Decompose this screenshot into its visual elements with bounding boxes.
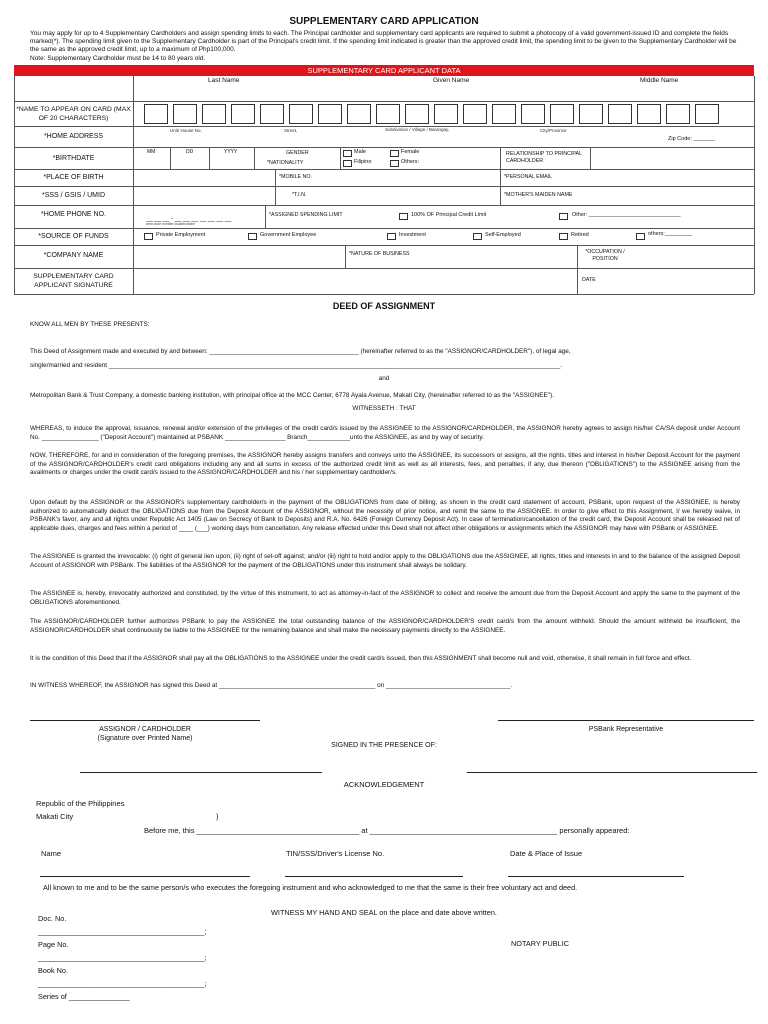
zip-code-field[interactable]: Zip Code: _______ [668, 136, 715, 142]
addr-subd-caption: Subdivision / Village / Barangay, [385, 127, 450, 132]
doc-no-field[interactable]: _________________________________________; [38, 927, 207, 936]
others-source-checkbox[interactable] [636, 233, 645, 240]
place-birth-label: *PLACE OF BIRTH [43, 174, 104, 181]
occupation-label: *OCCUPATION / POSITION [585, 249, 625, 262]
ack-date-place-label: Date & Place of Issue [510, 849, 583, 858]
company-label: *COMPANY NAME [43, 252, 104, 259]
page-no-label: Page No. [38, 940, 69, 949]
name-char-boxes[interactable] [144, 0, 754, 130]
private-employment-label: Private Employment [156, 232, 206, 238]
col-middle-name: Middle Name [640, 77, 679, 84]
full-limit-label: 100% OF Principal Credit Limit [411, 212, 487, 218]
book-no-field[interactable]: _________________________________________; [38, 979, 207, 988]
retired-label: Retired [571, 232, 589, 238]
ack-tin-label: TIN/SSS/Driver's License No. [286, 849, 385, 858]
self-employed-label: Self-Employed [485, 232, 521, 238]
assignor-signature-line[interactable] [30, 720, 260, 721]
mothers-maiden-label: *MOTHER'S MAIDEN NAME [504, 192, 573, 198]
yyyy-caption: YYYY [224, 149, 238, 155]
personal-email-label: *PERSONAL EMAIL [504, 174, 553, 180]
others-source-field[interactable]: others:_________ [648, 231, 693, 237]
intro-text: You may apply for up to 4 Supplementary Cardholders and assign spending limits to each. The Principal cardholder and supplementary card applicants are required to submit a photocopy of a valid government-issued ID and complete the fields marked(*). The spending limit given to the Supplementary Cardholder is part of the Principal's credit limit. If the spending limit indicated is greater than the approved credit limit, the spending limit to be given to the Supplementary Cardholder will be the same as the approved credit limit, up to a maximum of Php100,000. [30, 30, 737, 53]
assignor-sublabel: (Signature over Printed Name) [97, 735, 193, 742]
acknowledgement-title: ACKNOWLEDGEMENT [343, 780, 425, 789]
psbank-rep-label: PSBank Representative [588, 726, 664, 733]
deed-metrobank: Metropolitan Bank & Trust Company, a domestic banking institution, with principal office at the MCC Center, 6778 Ayala Avenue, Makati City, (hereinafter referred to as the "ASSIGNEE"). [30, 392, 554, 399]
addr-city-caption: City/Province [540, 128, 567, 133]
male-label: Male [354, 149, 366, 155]
other-limit-field[interactable]: Other: ______________________________ [572, 212, 681, 218]
witness-hand-text: WITNESS MY HAND AND SEAL on the place and date above written. [271, 908, 497, 917]
others-nationality-checkbox[interactable] [390, 160, 399, 167]
witness-whereof-line: IN WITNESS WHEREOF, the ASSIGNOR has signed this Deed at ____________________________________________ on ___________________________________. [30, 682, 513, 689]
col-last-name: Last Name [208, 77, 240, 84]
ack-known-text: All known to me and to be the same person/s who executes the foregoing instrument and who acknowledged to me that the same is their free voluntary act and deed. [43, 883, 578, 892]
assignor-label: ASSIGNOR / CARDHOLDER [99, 726, 191, 733]
spending-limit-label: *ASSIGNED SPENDING LIMIT [269, 212, 343, 218]
deed-made-line: This Deed of Assignment made and executed by and between: __________________________________________ (hereinafter referred to as the "ASSIGNOR/CARDHOLDER"), of legal age, [30, 348, 571, 355]
witness-1-line[interactable] [80, 772, 322, 773]
filipino-label: Filipino [354, 159, 372, 165]
mobile-label: *MOBILE NO. [279, 174, 312, 180]
republic-label: Republic of the Philippines [36, 799, 125, 808]
series-field[interactable]: Series of _______________ [38, 992, 130, 1001]
deed-paragraph-6: The ASSIGNOR/CARDHOLDER further authorizes PSBank to pay the ASSIGNEE the total outstanding balance of the ASSIGNOR/CARDHOLDER'S credit card/s from the amount withheld. Should the amount withheld be insufficient, the ASSIGNOR/CARDHOLDER shall continuously be liable to the ASSIGNEE for the remaining balance and shall make the necessary payments directly to the ASSIGNEE. [30, 618, 740, 634]
deed-and: and [378, 375, 390, 382]
gender-label: GENDER [286, 150, 309, 156]
self-employed-checkbox[interactable] [473, 233, 482, 240]
deed-paragraph-1: WHEREAS, to induce the approval, issuance, renewal and/or extension of the privileges of the credit card/s issued by the ASSIGNEE to the ASSIGNOR/CARDHOLDER, the ASSIGNOR hereby agrees to assign his/her CA/SA deposit under Account No. ________________ ("Deposit Account") maintained at PSBANK _________________ Branch____________unto the ASSIGNEE, as and by way of security. [30, 425, 740, 441]
nationality-label: *NATIONALITY [267, 160, 304, 166]
source-funds-label: *SOURCE OF FUNDS [38, 233, 109, 240]
col-given-name: Given Name [433, 77, 470, 84]
home-address-label: *HOME ADDRESS [43, 133, 104, 140]
addr-street-caption: Street, [284, 128, 298, 133]
deed-paragraph-3: Upon default by the ASSIGNOR or the ASSIGNOR's supplementary cardholder/s in the payment of the OBLIGATIONS from date of billing, as shown in the credit card statement of account, PSBank, upon request of the ASSIGNEE, is hereby authorized to automatically deduct the OBLIGATIONS due from the Deposit Account of the ASSIGNOR, without the necessity of prior notice, and remit the same to the ASSIGNEE. In order to give effect to this Assignment, I/ we hereby waive, in PSBANK's favor, any and all rights under Republic Act 1405 (Law on Secrecy of Bank to Deposits) and R.A. No. 6426 (Foreign Currency Deposit Act). In case of termination/cancellation of the credit card, the Deposit Account shall be released net of applicable dues, charges and fees within a period of ____ (___) working days from cancellation. Any release effected under this Deed shall not affect other obligations or assignments which the ASSIGNOR may have with PSBank or ASSIGNEE. [30, 499, 740, 532]
signature-date-label: DATE [582, 277, 596, 283]
tin-label: *T.I.N. [292, 192, 307, 198]
addr-unit-caption: Unit/ House No. [170, 128, 202, 133]
psbank-rep-signature-line[interactable] [498, 720, 754, 721]
deed-resident-line: single/married and resident _______________________________________________________________________________________________________________________________. [30, 362, 563, 369]
signed-presence-label: SIGNED IN THE PRESENCE OF: [331, 742, 437, 749]
nature-business-label: *NATURE OF BUSINESS [349, 251, 410, 257]
investment-checkbox[interactable] [387, 233, 396, 240]
mm-caption: MM [147, 149, 156, 155]
ack-date-place-line[interactable] [508, 876, 684, 877]
venue-paren: ) [216, 812, 219, 821]
govt-employee-label: Government Employee [260, 232, 317, 238]
private-employment-checkbox[interactable] [144, 233, 153, 240]
female-label: Female [401, 149, 420, 155]
applicant-signature-label: SUPPLEMENTARY CARD APPLICANT SIGNATURE [33, 273, 114, 289]
deed-paragraph-2: NOW, THEREFORE, for and in consideration of the foregoing premises, the ASSIGNOR hereby assigns transfers and conveys unto the ASSIGNEE, its successors or assigns, all the rights, titles and interest in his/her Deposit Account for the payment of the ASSIGNOR/CARDHOLDER's credit card obligations including any and all sums in excess of the authorized credit limit as well as all interests, fees, and penalties, if any, due thereon ("OBLIGATIONS") to the ASSIGNEE arising from the availments or charges under the credit card/s issued to the ASSIGNOR/CARDHOLDER and his / her supplementary cardholder/s. [30, 452, 740, 477]
other-limit-checkbox[interactable] [559, 213, 568, 220]
banner-title: SUPPLEMENTARY CARD APPLICANT DATA [307, 66, 461, 75]
male-checkbox[interactable] [343, 150, 352, 157]
filipino-checkbox[interactable] [343, 160, 352, 167]
ack-tin-line[interactable] [285, 876, 463, 877]
makati-label: Makati City [36, 812, 74, 821]
dd-caption: DD [186, 149, 194, 155]
name-card-label: *NAME TO APPEAR ON CARD (MAX OF 20 CHARACTERS) [16, 106, 131, 122]
phone-caption: area code number local/trunkline [146, 222, 196, 226]
deed-paragraph-7: It is the condition of this Deed that if the ASSIGNOR shall pay all the OBLIGATIONS to the ASSIGNEE under the credit card/s issued, then this ASSIGNMENT shall become null and void, otherwise, it shall remain in full force and effect. [30, 655, 692, 662]
page-no-field[interactable]: _________________________________________; [38, 953, 207, 962]
full-limit-checkbox[interactable] [399, 213, 408, 220]
doc-no-label: Doc. No. [38, 914, 67, 923]
investment-label: Investment [399, 232, 426, 238]
page-title: SUPPLEMENTARY CARD APPLICATION [289, 16, 479, 27]
witness-2-line[interactable] [467, 772, 757, 773]
deed-title: DEED OF ASSIGNMENT [332, 301, 436, 311]
deed-paragraph-5: The ASSIGNEE is, hereby, irrevocably authorized and constituted, by the virtue of this instrument, to act as attorney-in-fact of the ASSIGNOR to collect and receive the amount due from the Deposit Account and apply the same to the payment of the OBLIGATIONS aforementioned. [30, 590, 740, 606]
age-note: Note: Supplementary Cardholder must be 14 to 80 years old. [30, 55, 206, 62]
deed-witnesseth: WITNESSETH : THAT [352, 405, 416, 412]
birthdate-label: *BIRTHDATE [52, 155, 95, 162]
ack-name-label: Name [41, 849, 62, 858]
notary-public-label: NOTARY PUBLIC [511, 939, 569, 948]
female-checkbox[interactable] [390, 150, 399, 157]
ack-name-line[interactable] [40, 876, 250, 877]
book-no-label: Book No. [38, 966, 69, 975]
govt-employee-checkbox[interactable] [248, 233, 257, 240]
before-me-line: Before me, this _______________________________________ at _____________________________________________ personally appeared: [144, 826, 630, 835]
sss-label: *SSS / GSIS / UMID [41, 192, 105, 199]
home-phone-field[interactable]: __ __ __ - __ __ __ __ __ __ __ [146, 216, 232, 222]
relationship-label: RELATIONSHIP TO PRINCIPAL CARDHOLDER [506, 151, 582, 164]
retired-checkbox[interactable] [559, 233, 568, 240]
know-all-text: KNOW ALL MEN BY THESE PRESENTS: [30, 321, 150, 328]
deed-paragraph-4: The ASSIGNEE is granted the irrevocable: (i) right of general lien upon; (ii) right of set-off against; and/or (iii) right to hold and/or apply to the OBLIGATIONS due the ASSIGNEE, all rights, titles and interests in and to the balance of the assigned Deposit Account of ASSIGNOR with PSBank. The liabilities of the ASSIGNOR for the payment of the OBLIGATIONS under this instrument shall always be solidary. [30, 553, 740, 569]
others-nationality-label: Others: [401, 159, 420, 165]
home-phone-label: *HOME PHONE NO. [41, 211, 106, 218]
